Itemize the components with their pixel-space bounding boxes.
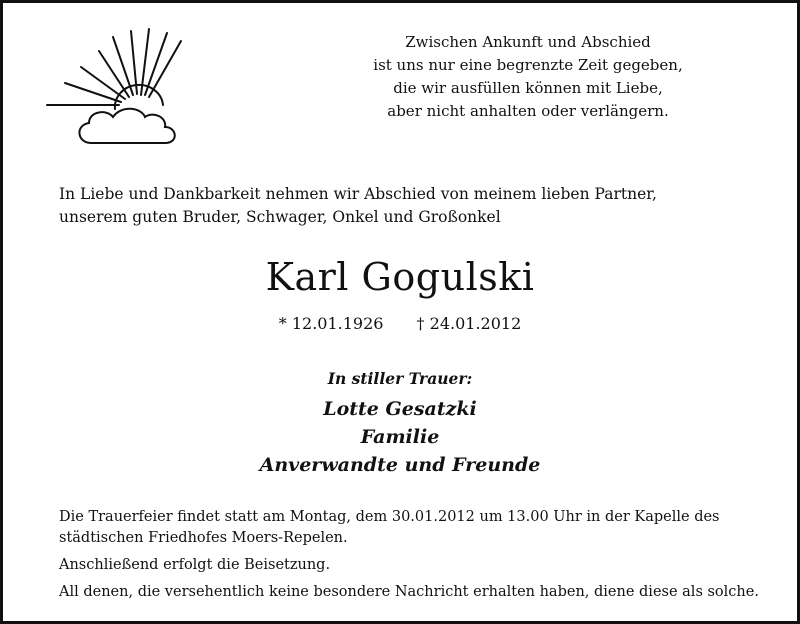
poem-line: die wir ausfüllen können mit Liebe, (393, 79, 663, 97)
ceremony-paragraph (59, 507, 779, 549)
birth-date: * 12.01.1926 (278, 314, 384, 333)
mourner-name: Lotte Gesatzki (323, 398, 477, 420)
notice-paragraph: All denen, die versehentlich keine besondere Nachricht erhalten haben, diene diese als solche. (59, 584, 759, 600)
mourners-list (3, 395, 797, 479)
poem-line: Zwischen Ankunft und Abschied (405, 33, 651, 51)
poem (348, 31, 708, 123)
ceremony-line: städtischen Friedhofes Moers-Repelen. (59, 530, 348, 546)
deceased-name: Karl Gogulski (265, 255, 535, 299)
mourning-label: In stiller Trauer: (327, 369, 473, 388)
intro-text (59, 183, 779, 229)
death-date: † 24.01.2012 (416, 314, 522, 333)
poem-line: ist uns nur eine begrenzte Zeit gegeben, (373, 56, 683, 74)
life-dates (3, 311, 797, 337)
intro-line: unserem guten Bruder, Schwager, Onkel und Großonkel (59, 208, 501, 226)
ceremony-line: Die Trauerfeier findet statt am Montag, dem 30.01.2012 um 13.00 Uhr in der Kapelle des (59, 509, 720, 525)
poem-line: aber nicht anhalten oder verlängern. (387, 102, 669, 120)
sun-behind-cloud-icon (41, 27, 191, 147)
mourner-name: Anverwandte und Freunde (259, 454, 541, 476)
mourner-name: Familie (360, 426, 440, 448)
burial-paragraph: Anschließend erfolgt die Beisetzung. (59, 557, 331, 573)
ceremony-info (59, 507, 779, 609)
intro-line: In Liebe und Dankbarkeit nehmen wir Abschied von meinem lieben Partner, (59, 185, 657, 203)
